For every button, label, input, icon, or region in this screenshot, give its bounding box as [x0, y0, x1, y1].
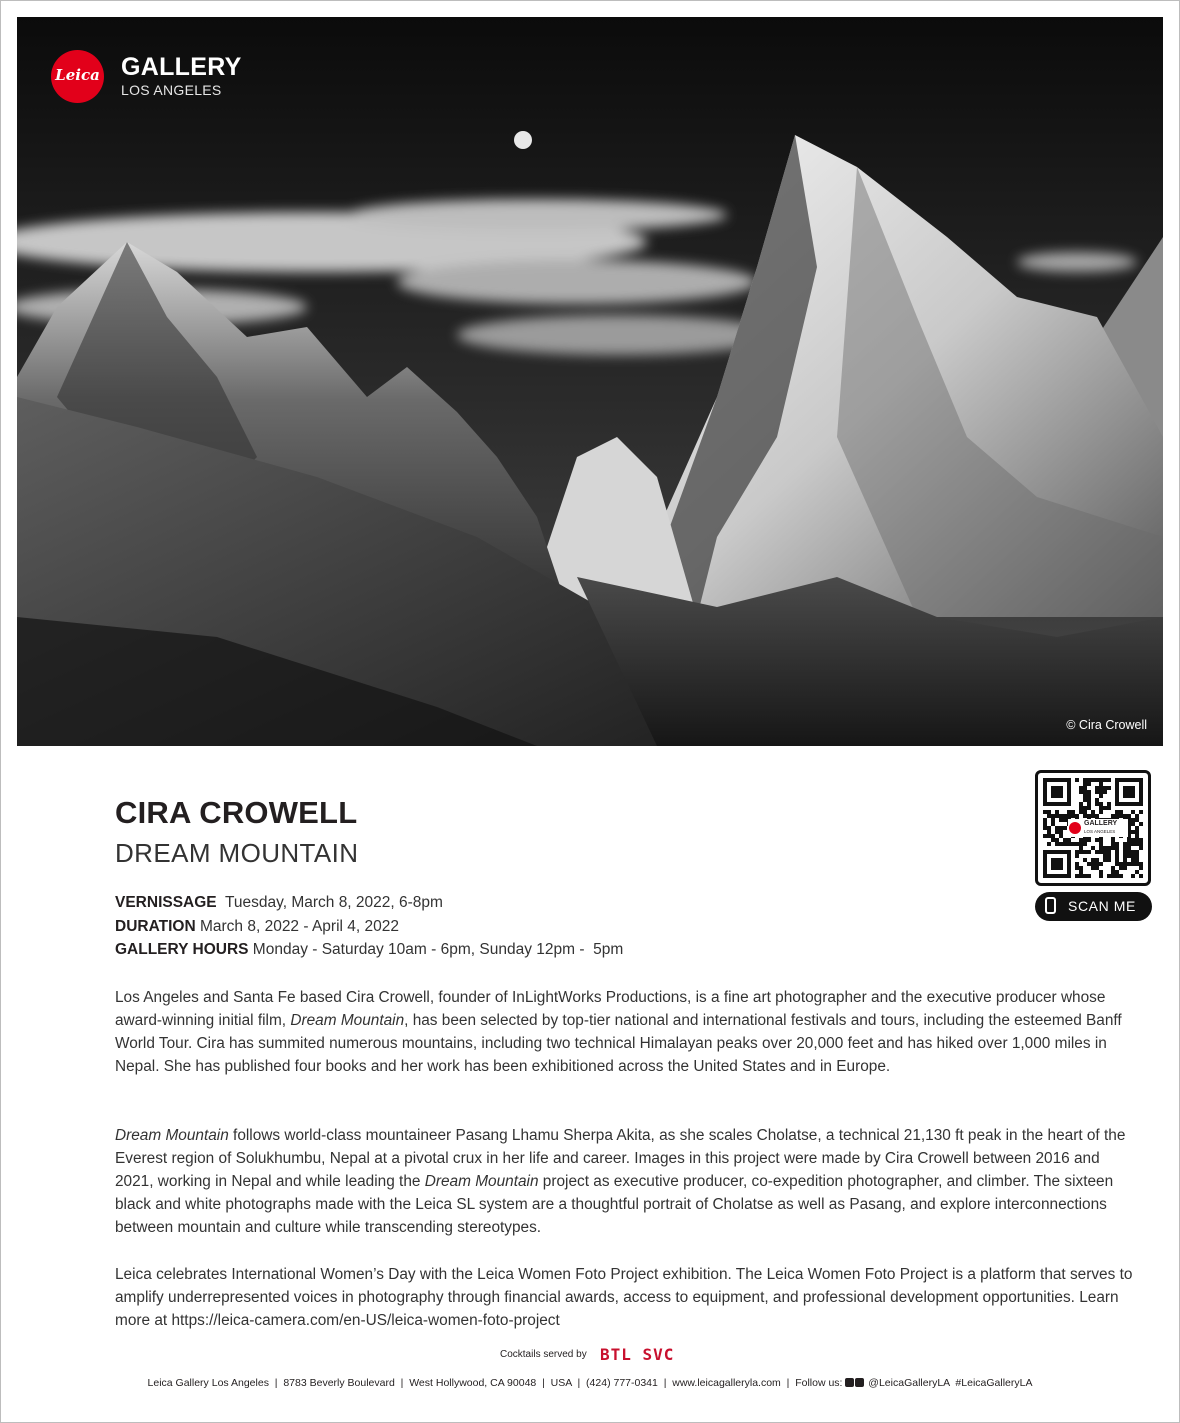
instagram-icon[interactable] [845, 1378, 854, 1387]
gallery-name: GALLERY [121, 53, 242, 81]
gallery-city: LOS ANGELES [121, 82, 222, 98]
paragraph-womens-day: Leica celebrates International Women’s Day with the Leica Women Foto Project exhibition. The Leica Women Foto Project is a platform that serves to amplify underrepresented voices in photography through financial awards, access to equipment, and professional development opportunities. Learn more at https://leica-camera.com/en-US/leica-women-foto-project [115, 1266, 1133, 1329]
mountain-photo [17, 17, 1163, 746]
artist-name: CIRA CROWELL [115, 795, 358, 830]
qr-center-label [1068, 819, 1128, 837]
gallery-hours-label: GALLERY HOURS [115, 941, 249, 958]
sponsor-logo: BTL SVC [600, 1345, 675, 1364]
phone-icon [1045, 897, 1056, 914]
scan-me-label: SCAN ME [1068, 898, 1136, 914]
qr-leica-dot [1069, 822, 1081, 834]
project-film-title: Dream Mountain [115, 1127, 229, 1144]
qr-gallery-text: GALLERY [1084, 820, 1118, 827]
exhibition-title: DREAM MOUNTAIN [115, 838, 359, 868]
gallery-hours-line [115, 941, 623, 959]
paragraph-bio [115, 986, 1140, 1078]
duration-line [115, 918, 399, 936]
bio-text-a: Los Angeles and Santa Fe based Cira Crowell, founder of InLightWorks Productions, is a fine art photographer and the executive producer whose award-winning initial film, [115, 989, 1106, 1029]
vernissage-line [115, 894, 443, 912]
paragraph-project [115, 1124, 1140, 1239]
project-text-b: project as executive producer, co-expedition photographer, and climber. The sixteen black and white photographs made with the Leica SL system are a thoughtful portrait of Cholatse as well as Pasang, and explore interconnections between mountain and culture while transcending stereotypes. [115, 1173, 1114, 1236]
duration-label: DURATION [115, 918, 196, 935]
scan-me-button[interactable] [1035, 892, 1152, 921]
mountain-illustration [17, 17, 1163, 746]
vernissage-value: Tuesday, March 8, 2022, 6-8pm [224, 894, 443, 911]
bio-text-b: , has been selected by top-tier national and international festivals and tours, including the esteemed Banff World Tour. Cira has summited numerous mountains, including two technical Himalayan peaks over 20,000 feet and has hiked over 1,000 miles in Nepal. She has published four books and her work has been exhibitioned across the United States and in Europe. [115, 1012, 1122, 1075]
footer [0, 1377, 1180, 1389]
duration-value: March 8, 2022 - April 4, 2022 [199, 918, 400, 935]
leica-logo-text: Leica [55, 66, 100, 84]
qr-code[interactable] [1035, 770, 1151, 886]
bio-film-title: Dream Mountain [290, 1012, 405, 1029]
gallery-hours-value: Monday - Saturday 10am - 6pm, Sunday 12pm - 5pm [252, 941, 624, 958]
project-text-a: follows world-class mountaineer Pasang Lhamu Sherpa Akita, as she scales Cholatse, a technical 21,130 ft peak in the heart of the Everest region of Solukhumbu, Nepal at a pivotal crux in her life and career. Images in this project were made by Cira Crowell between 2016 and 2021, working in Nepal and while leading the [115, 1127, 1126, 1190]
photo-credit: © Cira Crowell [1066, 718, 1147, 732]
sponsor-text: Cocktails served by [500, 1349, 587, 1360]
vernissage-label: VERNISSAGE [115, 894, 217, 911]
footer-contact: Leica Gallery Los Angeles | 8783 Beverly Boulevard | West Hollywood, CA 90048 | USA | (424) 777-0341 | www.leicagalleryla.com | Follow us: [147, 1377, 846, 1389]
leica-logo [51, 50, 104, 103]
qr-city-text: LOS ANGELES [1084, 829, 1116, 834]
facebook-icon[interactable] [855, 1378, 864, 1387]
project-film-title-2: Dream Mountain [424, 1173, 539, 1190]
footer-handles: @LeicaGalleryLA #LeicaGalleryLA [865, 1377, 1033, 1389]
